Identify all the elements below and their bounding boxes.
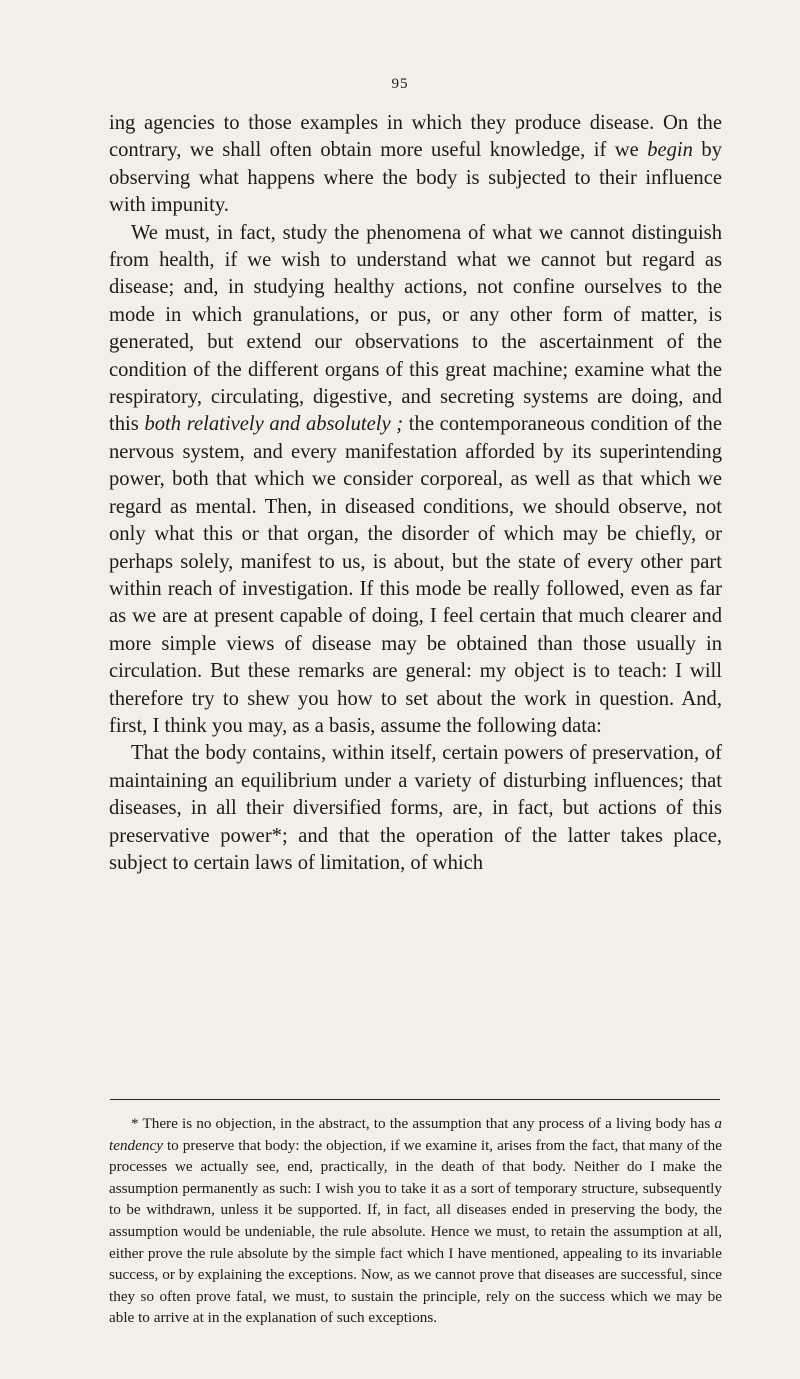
- paragraph-1-start: ing agencies to those examples in which they produce disease. On the contrary, we shall often obtain more useful knowledge, if we: [109, 112, 722, 162]
- footnote-divider: [110, 1099, 720, 1100]
- footnote-start: * There is no objection, in the abstract, to the assumption that any process of a living body has: [131, 1115, 715, 1132]
- paragraph-1-end: by observing what happens where the body is subjected to their influence with impunity.: [109, 139, 722, 217]
- paragraph-1-emphasis: begin: [647, 139, 693, 162]
- footnote-end: to preserve that body: the objection, if we examine it, arises from the fact, that many of the processes we actually see, end, practically, in the death of that body. Neither do I make the assumption permanently as such: I wish you to take it as a sort of temporary structure, subsequently to be withdrawn, unless it be supported. If, in fact, all diseases ended in preserving the body, the assumption would be undeniable, the rule absolute. Hence we must, to retain the assumption at all, either prove the rule absolute by the simple fact which I have mentioned, appealing to its invariable success, or by explaining the exceptions. Now, as we cannot prove that diseases are successful, since they so often prove fatal, we must, to sustain the principle, rely on the success which we may be able to arrive at in the explanation of such exceptions.: [109, 1136, 722, 1327]
- footnote-emphasis: a tendency: [109, 1115, 722, 1154]
- paragraph-2-emphasis: both relatively and absolutely ;: [144, 413, 404, 436]
- footnote: [109, 1113, 722, 1329]
- paragraph-2-start: We must, in fact, study the phenomena of what we cannot distinguish from health, if we wish to understand what we cannot but regard as disease; and, in studying healthy actions, not confine ourselves to the mode in which granulations, or pus, or any other form of matter, is generated, but extend our observations to the ascertainment of the condition of the different organs of this great machine; examine what the respiratory, circulating, digestive, and secreting systems are doing, and this: [109, 221, 722, 436]
- paragraph-2-end: the contemporaneous condition of the nervous system, and every manifestation afforded by its superintending power, both that which we consider corporeal, as well as that which we regard as mental. Then, in diseased conditions, we should observe, not only what this or that organ, the disorder of which may be chiefly, or perhaps solely, manifest to us, is about, but the state of every other part within reach of investigation. If this mode be really followed, even as far as we are at present capable of doing, I feel certain that much clearer and more simple views of disease may be obtained than those usually in circulation. But these remarks are general: my object is to teach: I will therefore try to shew you how to set about the work in question. And, first, I think you may, as a basis, assume the following data:: [109, 413, 722, 737]
- main-text: [109, 110, 722, 877]
- page-number: 95: [391, 76, 409, 92]
- paragraph-3: That the body contains, within itself, certain powers of preservation, of maintaining an equilibrium under a variety of disturbing influences; that diseases, in all their diversified forms, are, in fact, but actions of this preservative power*; and that the operation of the latter takes place, subject to certain laws of limitation, of which: [109, 742, 722, 874]
- paragraph-1: [109, 110, 722, 220]
- paragraph-2: [109, 220, 722, 741]
